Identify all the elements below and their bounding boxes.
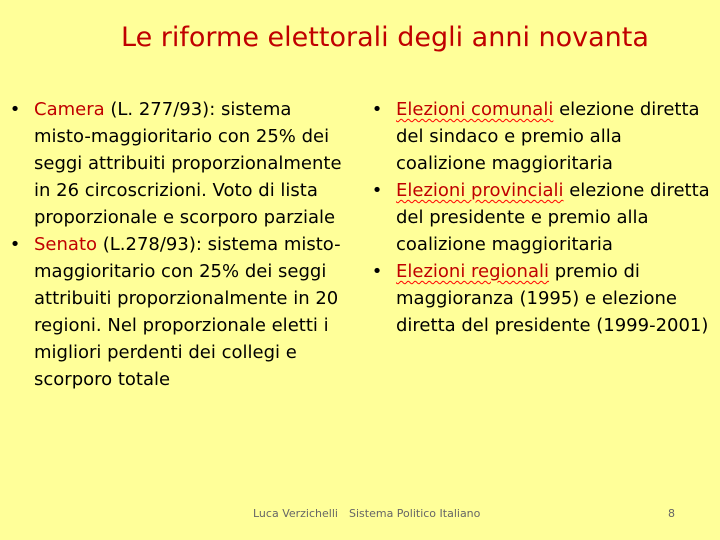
text-senato: (L.278/93): sistema misto-maggioritario con 25% dei seggi attribuiti proporzionalmente in 20 regioni. Nel proporzionale eletti i migliori perdenti dei collegi e scorporo totale <box>34 234 341 390</box>
bullet-icon: • <box>9 99 21 120</box>
text-camera: (L. 277/93): sistema misto-maggioritario con 25% dei seggi attribuiti proporzionalmente in 26 circoscrizioni. Voto di lista proporzionale e scorporo parziale <box>34 99 342 228</box>
term-senato: Senato <box>34 234 98 255</box>
bullet-senato <box>8 231 350 393</box>
text-provinciali: elezione diretta del presidente e premio alla coalizione maggioritaria <box>396 180 710 255</box>
footer-author: Luca Verzichelli <box>253 507 338 520</box>
footer-course: Sistema Politico Italiano <box>349 507 481 520</box>
bullet-icon: • <box>371 180 383 201</box>
bullet-regionali <box>370 258 715 339</box>
bullet-camera <box>8 96 350 231</box>
bullet-comunali <box>370 96 715 177</box>
bullet-icon: • <box>371 99 383 120</box>
left-column <box>8 96 350 393</box>
bullet-icon: • <box>9 234 21 255</box>
text-regionali: premio di maggioranza (1995) e elezione diretta del presidente (1999-2001) <box>396 261 709 336</box>
text-comunali: elezione diretta del sindaco e premio alla coalizione maggioritaria <box>396 99 700 174</box>
slide-title: Le riforme elettorali degli anni novanta <box>121 22 649 53</box>
left-bullet-list <box>8 96 350 393</box>
term-camera: Camera <box>34 99 105 120</box>
right-column <box>370 96 715 339</box>
term-regionali: Elezioni regionali <box>396 261 549 282</box>
page-number: 8 <box>668 507 675 520</box>
bullet-provinciali <box>370 177 715 258</box>
term-comunali: Elezioni comunali <box>396 99 554 120</box>
term-provinciali: Elezioni provinciali <box>396 180 564 201</box>
right-bullet-list <box>370 96 715 339</box>
bullet-icon: • <box>371 261 383 282</box>
